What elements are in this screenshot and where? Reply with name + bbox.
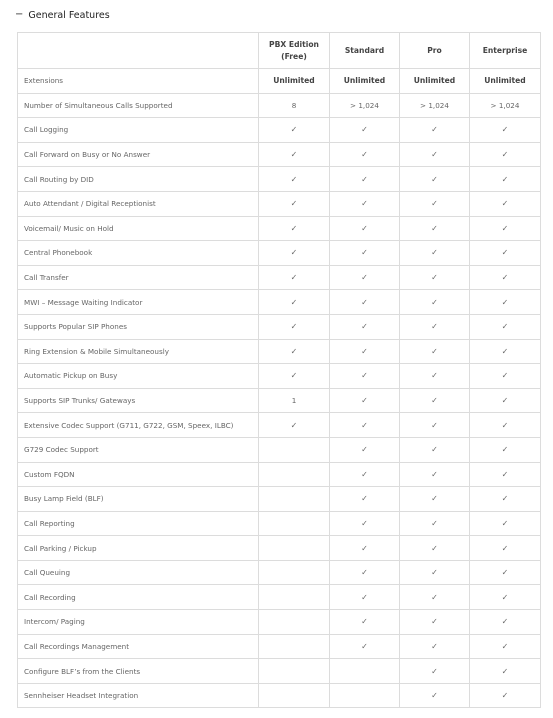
value-cell-standard bbox=[330, 216, 400, 241]
check-icon: ✓ bbox=[501, 199, 509, 209]
table-body bbox=[18, 69, 541, 708]
section-toggle-general-features[interactable] bbox=[15, 7, 110, 23]
check-icon: ✓ bbox=[290, 150, 298, 160]
check-icon: ✓ bbox=[361, 445, 368, 455]
feature-name-cell: Call Recording bbox=[18, 585, 259, 610]
check-icon: ✓ bbox=[361, 273, 368, 283]
feature-name-cell: Call Routing by DID bbox=[18, 167, 259, 192]
table-row bbox=[18, 69, 541, 94]
check-icon: ✓ bbox=[361, 568, 368, 578]
table-row bbox=[18, 683, 541, 708]
table-row bbox=[18, 560, 541, 585]
value-cell-standard bbox=[330, 462, 400, 487]
check-icon: ✓ bbox=[431, 518, 438, 528]
table-row bbox=[18, 339, 541, 364]
value-cell-enterprise bbox=[470, 634, 541, 659]
value-cell-standard bbox=[330, 413, 400, 438]
check-icon: ✓ bbox=[501, 174, 509, 184]
value-cell-pro bbox=[400, 364, 470, 389]
value-cell-pbx-edition bbox=[259, 314, 330, 339]
check-icon: ✓ bbox=[290, 199, 298, 209]
value-cell-pro bbox=[400, 241, 470, 266]
value-cell-pbx-edition bbox=[259, 511, 330, 536]
value-cell-pbx-edition bbox=[259, 437, 330, 462]
value-cell-enterprise bbox=[470, 585, 541, 610]
value-cell-pbx-edition bbox=[259, 413, 330, 438]
check-icon: ✓ bbox=[361, 617, 368, 627]
check-icon: ✓ bbox=[501, 494, 509, 504]
check-icon: ✓ bbox=[361, 125, 368, 135]
check-icon: ✓ bbox=[290, 223, 298, 233]
feature-name-cell: Supports SIP Trunks/ Gateways bbox=[18, 388, 259, 413]
check-icon: ✓ bbox=[501, 371, 509, 381]
value-cell-enterprise bbox=[470, 265, 541, 290]
value-cell-enterprise bbox=[470, 388, 541, 413]
feature-name-cell: Automatic Pickup on Busy bbox=[18, 364, 259, 389]
check-icon: ✓ bbox=[501, 469, 509, 479]
feature-name-cell: Busy Lamp Field (BLF) bbox=[18, 487, 259, 512]
check-icon: ✓ bbox=[431, 248, 438, 258]
value-cell-standard bbox=[330, 683, 400, 708]
check-icon: ✓ bbox=[501, 568, 509, 578]
feature-name-cell: MWI – Message Waiting Indicator bbox=[18, 290, 259, 315]
feature-name-cell: Central Phonebook bbox=[18, 241, 259, 266]
table-row bbox=[18, 142, 541, 167]
check-icon: ✓ bbox=[361, 396, 368, 406]
value-cell-pbx-edition: 8 bbox=[259, 93, 330, 118]
column-header-pbx-edition: PBX Edition (Free) bbox=[259, 33, 330, 69]
value-cell-enterprise bbox=[470, 290, 541, 315]
value-cell-enterprise bbox=[470, 536, 541, 561]
check-icon: ✓ bbox=[361, 371, 368, 381]
value-cell-pro bbox=[400, 659, 470, 684]
check-icon: ✓ bbox=[431, 568, 438, 578]
value-cell-standard bbox=[330, 339, 400, 364]
value-cell-pro bbox=[400, 118, 470, 143]
check-icon: ✓ bbox=[431, 494, 438, 504]
check-icon: ✓ bbox=[501, 445, 509, 455]
value-cell-standard bbox=[330, 388, 400, 413]
check-icon: ✓ bbox=[361, 199, 368, 209]
table-row bbox=[18, 290, 541, 315]
value-cell-enterprise bbox=[470, 118, 541, 143]
value-cell-enterprise bbox=[470, 560, 541, 585]
check-icon: ✓ bbox=[431, 150, 438, 160]
check-icon: ✓ bbox=[431, 691, 438, 701]
table-row bbox=[18, 191, 541, 216]
check-icon: ✓ bbox=[361, 420, 368, 430]
table-row bbox=[18, 364, 541, 389]
value-cell-pro bbox=[400, 142, 470, 167]
value-cell-enterprise bbox=[470, 437, 541, 462]
value-cell-enterprise bbox=[470, 241, 541, 266]
check-icon: ✓ bbox=[431, 666, 438, 676]
check-icon: ✓ bbox=[501, 150, 509, 160]
check-icon: ✓ bbox=[361, 469, 368, 479]
feature-name-cell: Intercom/ Paging bbox=[18, 610, 259, 635]
value-cell-standard bbox=[330, 290, 400, 315]
check-icon: ✓ bbox=[361, 494, 368, 504]
feature-name-cell: Number of Simultaneous Calls Supported bbox=[18, 93, 259, 118]
table-row bbox=[18, 634, 541, 659]
feature-name-cell: Call Logging bbox=[18, 118, 259, 143]
column-header-pro: Pro bbox=[400, 33, 470, 69]
check-icon: ✓ bbox=[501, 543, 509, 553]
table-row bbox=[18, 413, 541, 438]
value-cell-enterprise bbox=[470, 413, 541, 438]
table-row bbox=[18, 118, 541, 143]
value-cell-pbx-edition bbox=[259, 364, 330, 389]
value-cell-pro bbox=[400, 265, 470, 290]
value-cell-enterprise bbox=[470, 462, 541, 487]
check-icon: ✓ bbox=[501, 322, 509, 332]
value-cell-standard bbox=[330, 511, 400, 536]
value-cell-pro bbox=[400, 290, 470, 315]
value-cell-pbx-edition bbox=[259, 339, 330, 364]
value-cell-enterprise bbox=[470, 216, 541, 241]
feature-name-cell: Call Reporting bbox=[18, 511, 259, 536]
check-icon: ✓ bbox=[501, 273, 509, 283]
value-cell-enterprise bbox=[470, 339, 541, 364]
check-icon: ✓ bbox=[361, 174, 368, 184]
value-cell-standard bbox=[330, 487, 400, 512]
check-icon: ✓ bbox=[431, 617, 438, 627]
check-icon: ✓ bbox=[290, 297, 298, 307]
value-cell-pro bbox=[400, 314, 470, 339]
check-icon: ✓ bbox=[431, 174, 438, 184]
check-icon: ✓ bbox=[361, 543, 368, 553]
check-icon: ✓ bbox=[501, 346, 509, 356]
check-icon: ✓ bbox=[361, 248, 368, 258]
value-cell-enterprise bbox=[470, 142, 541, 167]
check-icon: ✓ bbox=[361, 641, 368, 651]
feature-name-cell: Call Forward on Busy or No Answer bbox=[18, 142, 259, 167]
check-icon: ✓ bbox=[431, 346, 438, 356]
value-cell-standard bbox=[330, 191, 400, 216]
value-cell-pro bbox=[400, 437, 470, 462]
value-cell-standard bbox=[330, 634, 400, 659]
table-row bbox=[18, 388, 541, 413]
feature-name-cell: Call Parking / Pickup bbox=[18, 536, 259, 561]
feature-name-cell: Voicemail/ Music on Hold bbox=[18, 216, 259, 241]
value-cell-pbx-edition: Unlimited bbox=[259, 69, 330, 94]
table-row bbox=[18, 437, 541, 462]
value-cell-pro bbox=[400, 683, 470, 708]
check-icon: ✓ bbox=[361, 346, 368, 356]
value-cell-standard bbox=[330, 241, 400, 266]
value-cell-pro bbox=[400, 536, 470, 561]
value-cell-pro bbox=[400, 462, 470, 487]
check-icon: ✓ bbox=[501, 125, 509, 135]
check-icon: ✓ bbox=[290, 273, 298, 283]
value-cell-pbx-edition bbox=[259, 585, 330, 610]
value-cell-pro bbox=[400, 191, 470, 216]
check-icon: ✓ bbox=[290, 248, 298, 258]
check-icon: ✓ bbox=[501, 420, 509, 430]
table-row bbox=[18, 93, 541, 118]
check-icon: ✓ bbox=[290, 346, 298, 356]
check-icon: ✓ bbox=[431, 371, 438, 381]
value-cell-enterprise: > 1,024 bbox=[470, 93, 541, 118]
value-cell-pbx-edition bbox=[259, 241, 330, 266]
table-row bbox=[18, 167, 541, 192]
check-icon: ✓ bbox=[431, 396, 438, 406]
value-cell-pbx-edition bbox=[259, 487, 330, 512]
value-cell-enterprise bbox=[470, 191, 541, 216]
value-cell-pro bbox=[400, 610, 470, 635]
check-icon: ✓ bbox=[431, 469, 438, 479]
value-cell-pbx-edition bbox=[259, 634, 330, 659]
feature-comparison-table bbox=[17, 32, 541, 708]
value-cell-standard bbox=[330, 610, 400, 635]
value-cell-pbx-edition bbox=[259, 290, 330, 315]
collapse-icon[interactable]: − bbox=[15, 9, 24, 20]
table-row bbox=[18, 216, 541, 241]
check-icon: ✓ bbox=[361, 592, 368, 602]
check-icon: ✓ bbox=[501, 518, 509, 528]
value-cell-pbx-edition bbox=[259, 265, 330, 290]
column-header-enterprise: Enterprise bbox=[470, 33, 541, 69]
check-icon: ✓ bbox=[501, 223, 509, 233]
value-cell-pro bbox=[400, 413, 470, 438]
value-cell-pbx-edition bbox=[259, 659, 330, 684]
value-cell-pro: Unlimited bbox=[400, 69, 470, 94]
check-icon: ✓ bbox=[361, 518, 368, 528]
value-cell-pro bbox=[400, 560, 470, 585]
check-icon: ✓ bbox=[431, 125, 438, 135]
check-icon: ✓ bbox=[501, 617, 509, 627]
check-icon: ✓ bbox=[431, 592, 438, 602]
table-row bbox=[18, 536, 541, 561]
section-title: General Features bbox=[28, 9, 110, 21]
value-cell-standard bbox=[330, 437, 400, 462]
value-cell-enterprise bbox=[470, 511, 541, 536]
feature-name-cell: Call Recordings Management bbox=[18, 634, 259, 659]
value-cell-pro bbox=[400, 585, 470, 610]
check-icon: ✓ bbox=[361, 223, 368, 233]
table-row bbox=[18, 585, 541, 610]
value-cell-standard bbox=[330, 167, 400, 192]
check-icon: ✓ bbox=[290, 174, 298, 184]
value-cell-pbx-edition bbox=[259, 462, 330, 487]
value-cell-enterprise: Unlimited bbox=[470, 69, 541, 94]
check-icon: ✓ bbox=[290, 371, 298, 381]
check-icon: ✓ bbox=[431, 543, 438, 553]
check-icon: ✓ bbox=[501, 666, 509, 676]
value-cell-pbx-edition bbox=[259, 683, 330, 708]
check-icon: ✓ bbox=[290, 125, 298, 135]
column-header-feature bbox=[18, 33, 259, 69]
feature-name-cell: Configure BLF’s from the Clients bbox=[18, 659, 259, 684]
check-icon: ✓ bbox=[290, 420, 298, 430]
feature-name-cell: Custom FQDN bbox=[18, 462, 259, 487]
value-cell-enterprise bbox=[470, 683, 541, 708]
table-header-row bbox=[18, 33, 541, 69]
check-icon: ✓ bbox=[290, 322, 298, 332]
check-icon: ✓ bbox=[501, 691, 509, 701]
value-cell-enterprise bbox=[470, 364, 541, 389]
check-icon: ✓ bbox=[501, 641, 509, 651]
feature-name-cell: Ring Extension & Mobile Simultaneously bbox=[18, 339, 259, 364]
value-cell-pro bbox=[400, 634, 470, 659]
table-row bbox=[18, 241, 541, 266]
value-cell-standard bbox=[330, 560, 400, 585]
feature-name-cell: Supports Popular SIP Phones bbox=[18, 314, 259, 339]
value-cell-pbx-edition: 1 bbox=[259, 388, 330, 413]
table-row bbox=[18, 462, 541, 487]
value-cell-enterprise bbox=[470, 659, 541, 684]
check-icon: ✓ bbox=[361, 297, 368, 307]
value-cell-pbx-edition bbox=[259, 167, 330, 192]
value-cell-standard bbox=[330, 585, 400, 610]
feature-name-cell: Auto Attendant / Digital Receptionist bbox=[18, 191, 259, 216]
value-cell-enterprise bbox=[470, 610, 541, 635]
check-icon: ✓ bbox=[431, 322, 438, 332]
table-row bbox=[18, 265, 541, 290]
value-cell-standard bbox=[330, 118, 400, 143]
feature-name-cell: G729 Codec Support bbox=[18, 437, 259, 462]
value-cell-standard bbox=[330, 536, 400, 561]
value-cell-pro bbox=[400, 216, 470, 241]
check-icon: ✓ bbox=[361, 322, 368, 332]
check-icon: ✓ bbox=[431, 420, 438, 430]
feature-name-cell: Sennheiser Headset Integration bbox=[18, 683, 259, 708]
feature-name-cell: Call Queuing bbox=[18, 560, 259, 585]
value-cell-pbx-edition bbox=[259, 216, 330, 241]
value-cell-standard bbox=[330, 659, 400, 684]
check-icon: ✓ bbox=[431, 641, 438, 651]
table-row bbox=[18, 610, 541, 635]
value-cell-pbx-edition bbox=[259, 610, 330, 635]
check-icon: ✓ bbox=[431, 445, 438, 455]
column-header-standard: Standard bbox=[330, 33, 400, 69]
value-cell-standard: Unlimited bbox=[330, 69, 400, 94]
value-cell-enterprise bbox=[470, 167, 541, 192]
check-icon: ✓ bbox=[431, 273, 438, 283]
value-cell-enterprise bbox=[470, 314, 541, 339]
table-row bbox=[18, 487, 541, 512]
value-cell-pbx-edition bbox=[259, 536, 330, 561]
feature-name-cell: Extensive Codec Support (G711, G722, GSM, Speex, ILBC) bbox=[18, 413, 259, 438]
value-cell-standard bbox=[330, 142, 400, 167]
check-icon: ✓ bbox=[501, 592, 509, 602]
check-icon: ✓ bbox=[431, 297, 438, 307]
table-row bbox=[18, 511, 541, 536]
value-cell-pro bbox=[400, 511, 470, 536]
value-cell-pro bbox=[400, 339, 470, 364]
feature-name-cell: Extensions bbox=[18, 69, 259, 94]
check-icon: ✓ bbox=[501, 396, 509, 406]
value-cell-standard bbox=[330, 314, 400, 339]
value-cell-standard: > 1,024 bbox=[330, 93, 400, 118]
table-row bbox=[18, 314, 541, 339]
feature-name-cell: Call Transfer bbox=[18, 265, 259, 290]
value-cell-enterprise bbox=[470, 487, 541, 512]
table-row bbox=[18, 659, 541, 684]
value-cell-pbx-edition bbox=[259, 118, 330, 143]
value-cell-standard bbox=[330, 265, 400, 290]
value-cell-pbx-edition bbox=[259, 191, 330, 216]
check-icon: ✓ bbox=[501, 297, 509, 307]
value-cell-pro bbox=[400, 167, 470, 192]
check-icon: ✓ bbox=[501, 248, 509, 258]
value-cell-pro bbox=[400, 487, 470, 512]
check-icon: ✓ bbox=[431, 223, 438, 233]
check-icon: ✓ bbox=[431, 199, 438, 209]
value-cell-pbx-edition bbox=[259, 142, 330, 167]
value-cell-pro bbox=[400, 388, 470, 413]
value-cell-pro: > 1,024 bbox=[400, 93, 470, 118]
value-cell-pbx-edition bbox=[259, 560, 330, 585]
value-cell-standard bbox=[330, 364, 400, 389]
check-icon: ✓ bbox=[361, 150, 368, 160]
